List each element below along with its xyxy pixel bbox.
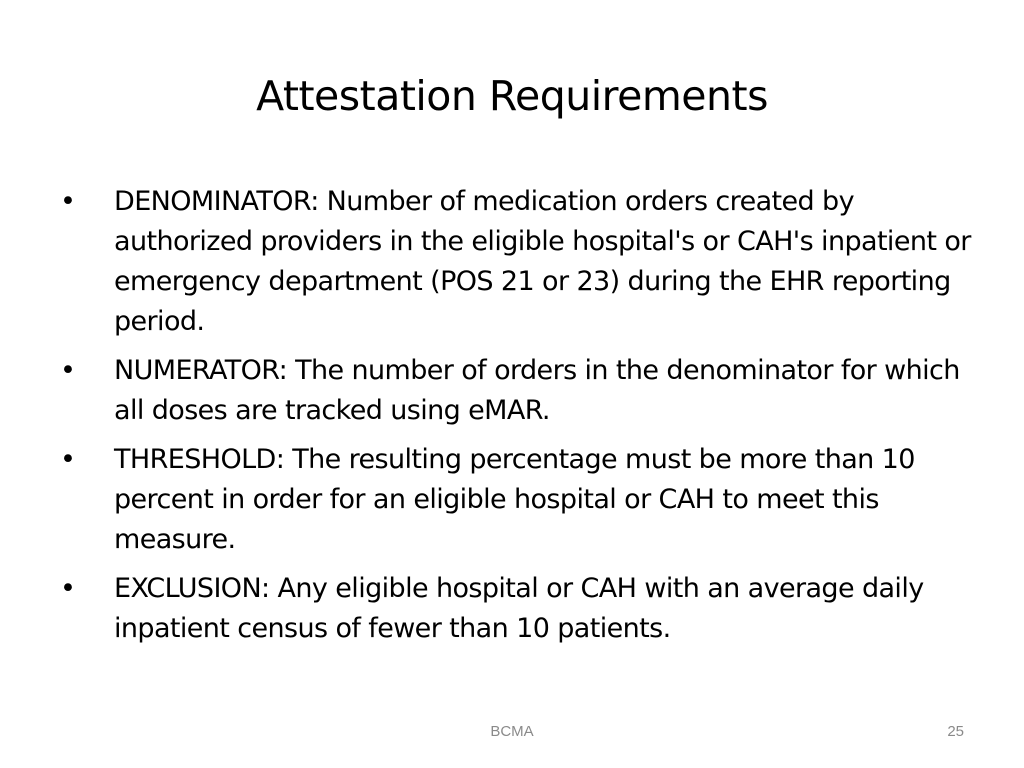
slide-number: 25 (947, 723, 964, 740)
bullet-text: DENOMINATOR: Number of medication orders created by authorized providers in the eligible hospital's or CAH's inpatient or emergency department (POS 21 or 23) during the EHR reporting period. (114, 186, 971, 337)
bullet-numerator (56, 351, 976, 431)
bullet-icon: • (60, 573, 76, 604)
bullet-icon: • (60, 444, 76, 475)
bullet-denominator (56, 182, 976, 342)
bullet-list (56, 182, 976, 658)
bullet-text: EXCLUSION: Any eligible hospital or CAH with an average daily inpatient census of fewer than 10 patients. (114, 573, 924, 644)
bullet-icon: • (60, 355, 76, 386)
bullet-threshold (56, 440, 976, 560)
bullet-exclusion (56, 569, 976, 649)
slide-title: Attestation Requirements (256, 72, 768, 120)
bullet-text: NUMERATOR: The number of orders in the denominator for which all doses are tracked using eMAR. (114, 355, 960, 426)
footer-label: BCMA (490, 723, 534, 740)
bullet-text: THRESHOLD: The resulting percentage must be more than 10 percent in order for an eligible hospital or CAH to meet this measure. (114, 444, 915, 555)
bullet-icon: • (60, 186, 76, 217)
